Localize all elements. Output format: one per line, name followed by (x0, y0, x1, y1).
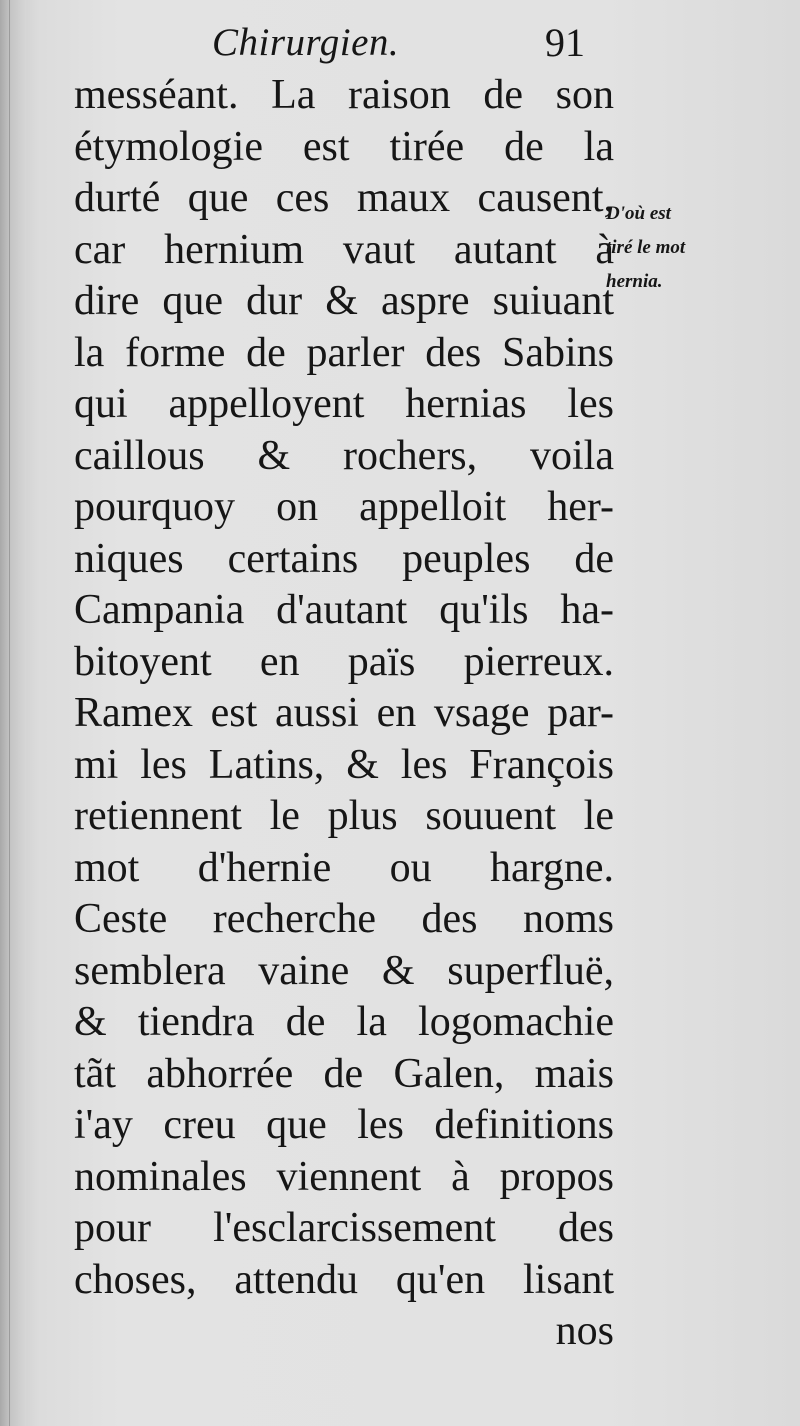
text-line: mot d'hernie ou hargne. (74, 844, 614, 891)
text-line: Ramex est aussi en vsage par- (74, 690, 614, 736)
text-line: caillous & rochers, voila (74, 432, 614, 479)
text-line: semblera vaine & superfluë, (74, 947, 614, 994)
text-line: dire que dur & aspre suiuant (74, 278, 614, 324)
text-line: qui appelloyent hernias les (74, 381, 614, 427)
marginal-note-line: hernia. (606, 271, 663, 292)
text-line: i'ay creu que les definitions (74, 1102, 614, 1148)
body-text (74, 70, 614, 1358)
text-line: étymologie est tirée de la (74, 123, 614, 170)
text-line: Ceste recherche des noms (74, 896, 614, 942)
marginal-note-line: D'où est (606, 203, 671, 224)
text-line: choses, attendu qu'en lisant (74, 1256, 614, 1303)
text-line: mi les Latins, & les François (74, 741, 614, 788)
text-line: messéant. La raison de son (74, 72, 614, 118)
catchword: nos (555, 1308, 614, 1354)
text-line: car hernium vaut autant à (74, 226, 614, 273)
text-line: pourquoy on appelloit her- (74, 484, 614, 530)
marginal-note-line: tiré le mot (606, 237, 686, 258)
page-gutter (0, 0, 26, 1426)
page-number: 91 (545, 20, 585, 65)
running-head (0, 20, 800, 70)
text-line: pour l'esclarcissement des (74, 1205, 614, 1251)
text-line: bitoyent en païs pierreux. (74, 638, 614, 685)
gutter-edge-line (9, 0, 10, 1426)
text-line: durté que ces maux causent, (74, 175, 614, 221)
marginal-note (606, 197, 756, 299)
text-line: la forme de parler des Sabins (74, 329, 614, 376)
text-line: nominales viennent à propos (74, 1153, 614, 1200)
text-line: & tiendra de la logomachie (74, 999, 614, 1045)
text-line: niques certains peuples de (74, 535, 614, 582)
text-line: retiennent le plus souuent le (74, 793, 614, 839)
running-title: Chirurgien. (212, 21, 400, 64)
text-line: tãt abhorrée de Galen, mais (74, 1050, 614, 1097)
text-line: Campania d'autant qu'ils ha- (74, 587, 614, 633)
